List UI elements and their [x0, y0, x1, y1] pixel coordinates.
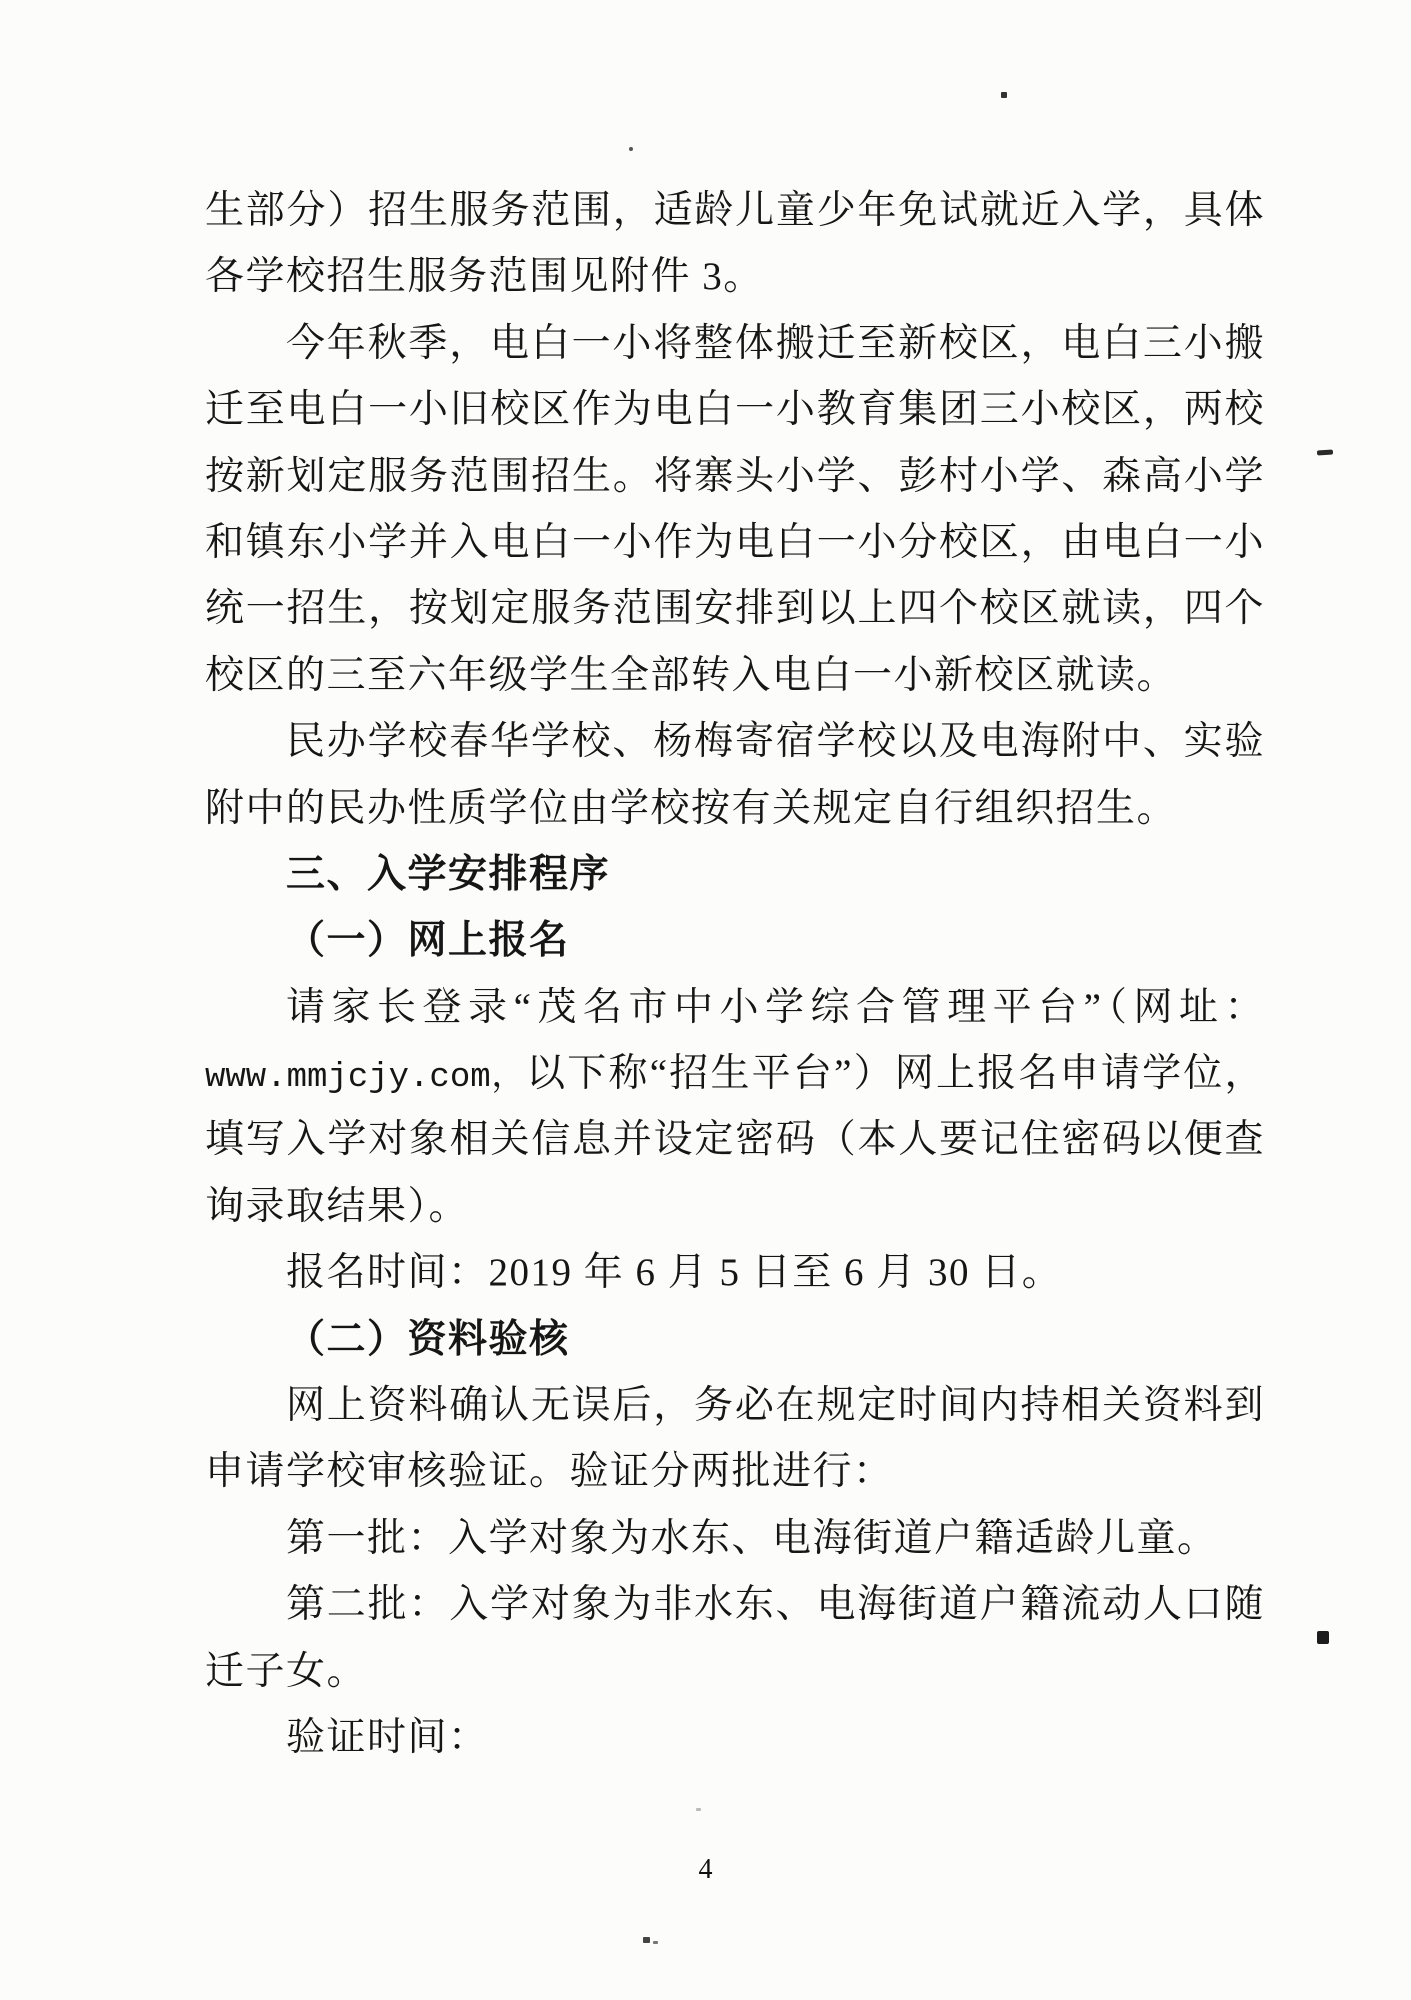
scan-artifact [643, 1937, 650, 1943]
text-line: 各学校招生服务范围见附件 3。 [205, 255, 764, 299]
url-text: www.mmjcjy.com， [205, 1059, 527, 1098]
text-line: 询录取结果）。 [205, 1184, 470, 1228]
text-line: 附中的民办性质学位由学校按有关规定自行组织招生。 [205, 786, 1178, 830]
text-line: 第二批：入学对象为非水东、电海街道户籍流动人口随 [286, 1583, 1265, 1627]
scan-artifact [696, 1808, 701, 1811]
scan-artifact [629, 147, 633, 151]
section-heading: （一）网上报名 [286, 919, 570, 963]
text-line-rest: 以下称“招生平台”）网上报名申请学位， [526, 1052, 1265, 1096]
scan-artifact [653, 1941, 658, 1944]
text-line: 迁子女。 [205, 1649, 368, 1693]
scan-artifact [1317, 1631, 1329, 1644]
document-body [205, 178, 1265, 1771]
text-line: 民办学校春华学校、杨梅寄宿学校以及电海附中、实验 [286, 720, 1265, 764]
scan-artifact [1317, 449, 1333, 455]
page-number: 4 [698, 1854, 713, 1885]
text-line: 请家长登录“茂名市中小学综合管理平台”（网址： [286, 985, 1265, 1029]
text-line: 验证时间： [286, 1715, 489, 1759]
section-heading: （二）资料验核 [286, 1317, 570, 1361]
text-line: 第一批：入学对象为水东、电海街道户籍适龄儿童。 [286, 1516, 1218, 1560]
text-line: 今年秋季，电白一小将整体搬迁至新校区，电白三小搬 [286, 321, 1265, 365]
text-line: 网上资料确认无误后，务必在规定时间内持相关资料到 [286, 1384, 1265, 1428]
text-line: 生部分）招生服务范围，适龄儿童少年免试就近入学，具体 [205, 189, 1265, 232]
section-heading: 三、入学安排程序 [286, 852, 611, 896]
text-line: 报名时间：2019 年 6 月 5 日至 6 月 30 日。 [286, 1251, 1063, 1295]
text-line: 按新划定服务范围招生。将寨头小学、彭村小学、森高小学 [205, 454, 1265, 498]
scan-artifact [1001, 92, 1007, 98]
text-line: 申请学校审核验证。验证分两批进行： [205, 1450, 894, 1494]
text-line: 和镇东小学并入电白一小作为电白一小分校区，由电白一小 [205, 520, 1265, 564]
text-line [205, 1041, 1265, 1107]
text-line: 填写入学对象相关信息并设定密码（本人要记住密码以便查 [205, 1118, 1265, 1162]
text-line: 迁至电白一小旧校区作为电白一小教育集团三小校区，两校 [205, 388, 1265, 432]
text-line: 校区的三至六年级学生全部转入电白一小新校区就读。 [205, 653, 1178, 697]
text-line: 统一招生，按划定服务范围安排到以上四个校区就读，四个 [205, 587, 1265, 631]
